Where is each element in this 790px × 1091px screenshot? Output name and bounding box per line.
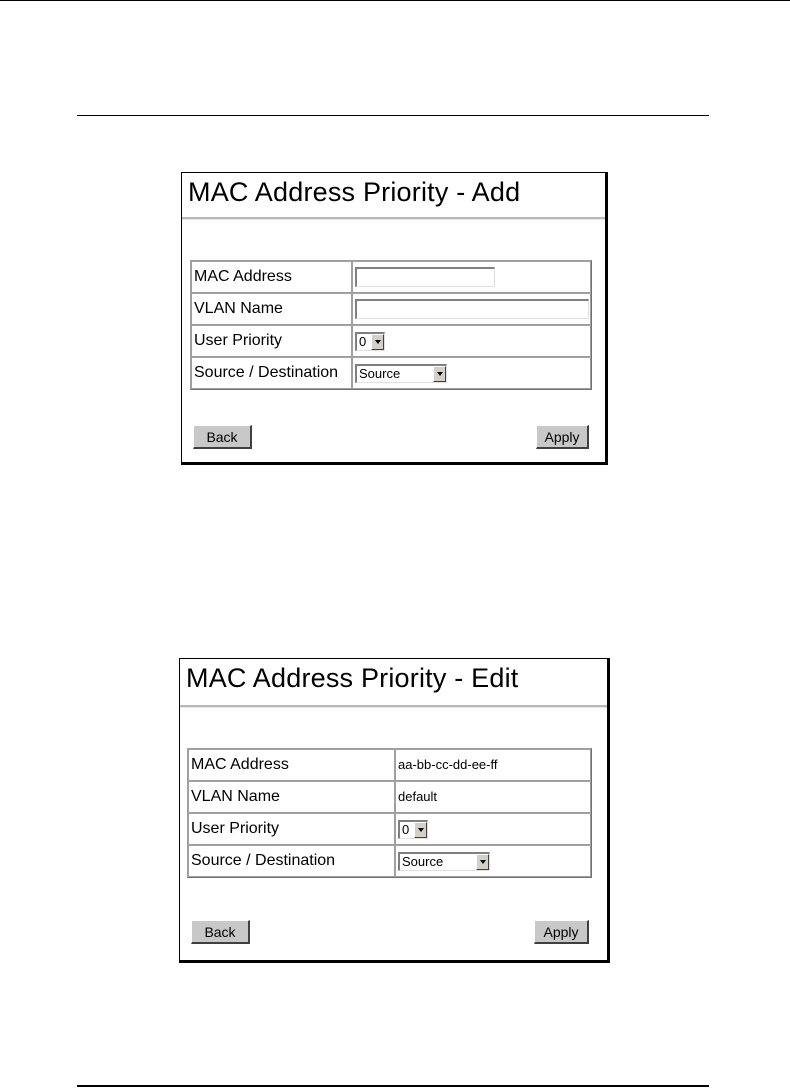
vlan-name-value: default — [398, 789, 438, 804]
table-row — [191, 357, 591, 389]
back-button[interactable]: Back — [193, 425, 252, 449]
user-priority-value: 0 — [402, 821, 410, 837]
source-destination-value: Source — [402, 853, 444, 869]
user-priority-cell — [352, 325, 591, 357]
mac-address-cell — [352, 261, 591, 293]
chevron-down-icon[interactable] — [414, 822, 427, 838]
user-priority-select[interactable] — [398, 820, 428, 839]
vlan-name-input[interactable] — [355, 299, 589, 319]
table-row — [191, 293, 591, 325]
user-priority-label: User Priority — [191, 325, 352, 357]
source-destination-label: Source / Destination — [188, 845, 395, 877]
vlan-name-label: VLAN Name — [191, 293, 352, 325]
mac-priority-add-panel — [181, 172, 608, 465]
source-destination-select[interactable] — [398, 852, 490, 871]
source-destination-label: Source / Destination — [191, 357, 352, 389]
source-destination-value: Source — [359, 365, 401, 381]
chevron-down-icon[interactable] — [433, 366, 446, 382]
top-rule — [0, 0, 790, 1]
table-row — [188, 781, 591, 813]
source-destination-cell — [352, 357, 591, 389]
apply-button[interactable]: Apply — [534, 920, 589, 944]
table-row — [191, 325, 591, 357]
user-priority-label: User Priority — [188, 813, 395, 845]
mac-address-label: MAC Address — [191, 261, 352, 293]
user-priority-value: 0 — [359, 333, 367, 349]
vlan-name-cell — [395, 781, 591, 813]
vlan-name-cell — [352, 293, 591, 325]
mac-address-label: MAC Address — [188, 749, 395, 781]
user-priority-select[interactable] — [355, 332, 385, 351]
vlan-name-label: VLAN Name — [188, 781, 395, 813]
panel-title: MAC Address Priority - Edit — [186, 663, 519, 693]
chevron-down-icon[interactable] — [476, 854, 489, 870]
table-row — [188, 845, 591, 877]
back-button[interactable]: Back — [191, 920, 250, 944]
mac-address-value: aa-bb-cc-dd-ee-ff — [398, 757, 498, 772]
panel-title: MAC Address Priority - Add — [188, 177, 521, 207]
table-row — [188, 813, 591, 845]
mac-address-input[interactable] — [355, 267, 495, 287]
source-destination-cell — [395, 845, 591, 877]
apply-button[interactable]: Apply — [536, 425, 589, 449]
mac-priority-edit-panel — [179, 658, 610, 963]
add-form-table — [190, 260, 592, 390]
title-divider — [180, 705, 607, 708]
mac-address-cell — [395, 749, 591, 781]
table-row — [188, 749, 591, 781]
title-divider — [182, 217, 605, 220]
edit-form-table — [187, 748, 592, 878]
source-destination-select[interactable] — [355, 364, 447, 383]
table-row — [191, 261, 591, 293]
chevron-down-icon[interactable] — [371, 334, 384, 350]
user-priority-cell — [395, 813, 591, 845]
header-rule — [77, 115, 709, 116]
footer-rule — [77, 1085, 709, 1087]
